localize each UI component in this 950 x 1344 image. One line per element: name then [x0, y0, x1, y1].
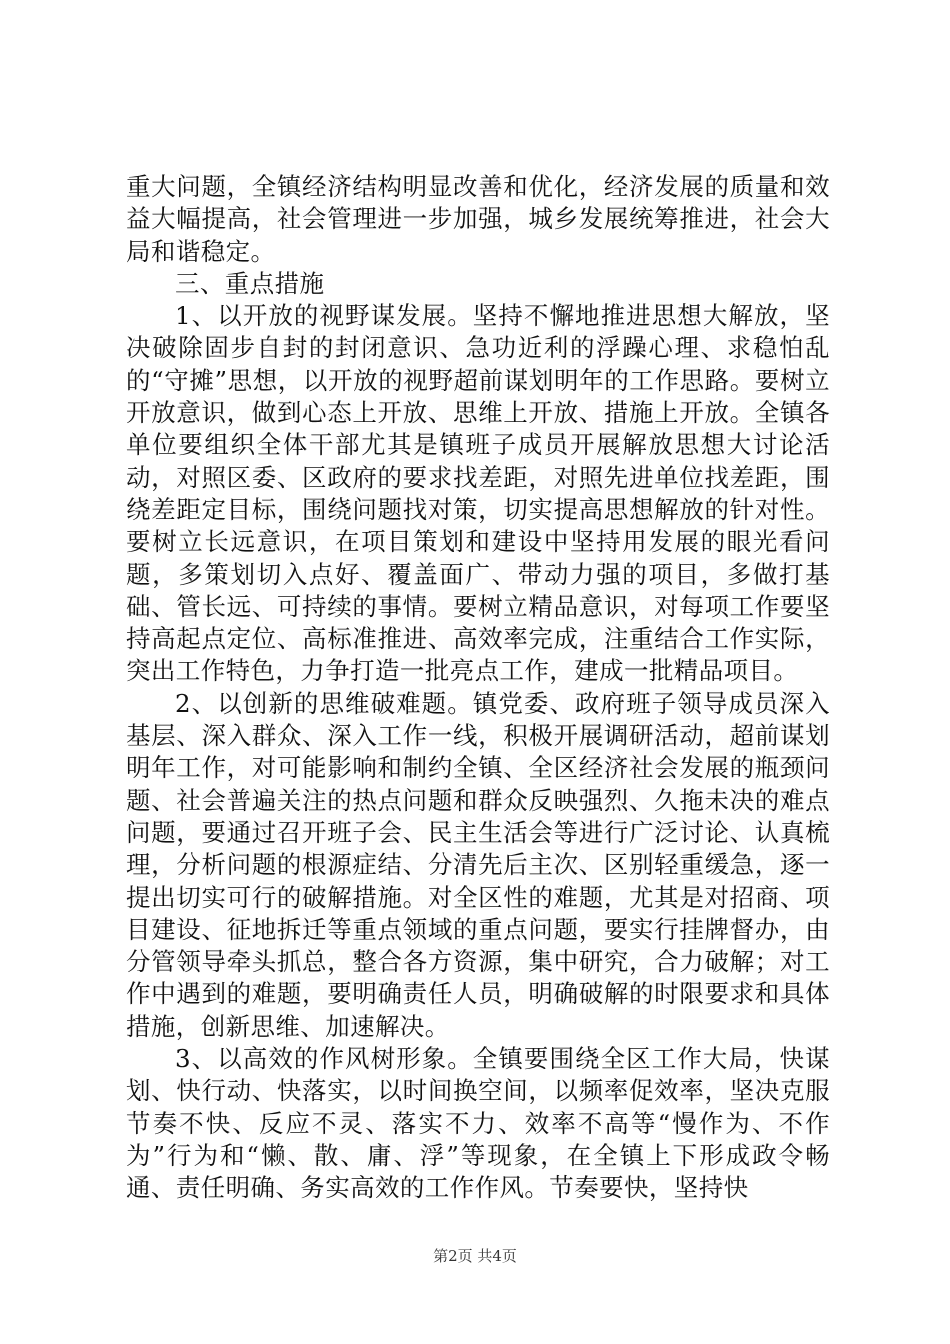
document-body: [126, 171, 830, 1205]
paragraph-continuation: 重大问题，全镇经济结构明显改善和优化，经济发展的质量和效益大幅提高，社会管理进一步加强，城乡发展统筹推进，社会大局和谐稳定。: [126, 172, 830, 266]
paragraph-measure-2: 2、以创新的思维破难题。镇党委、政府班子领导成员深入基层、深入群众、深入工作一线，积极开展调研活动，超前谋划明年工作，对可能影响和制约全镇、全区经济社会发展的瓶颈问题、社会普遍关注的热点问题和群众反映强烈、久拖未决的难点问题，要通过召开班子会、民主生活会等进行广泛讨论、认真梳理，分析问题的根源症结、分清先后主次、区别轻重缓急，逐一提出切实可行的破解措施。对全区性的难题，尤其是对招商、项目建设、征地拆迁等重点领域的重点问题，要实行挂牌督办，由分管领导牵头抓总，整合各方资源，集中研究，合力破解；对工作中遇到的难题，要明确责任人员，明确破解的时限要求和具体措施，创新思维、加速解决。: [126, 688, 830, 1041]
paragraph-measure-1: 1、以开放的视野谋发展。坚持不懈地推进思想大解放，坚决破除固步自封的封闭意识、急功近利的浮躁心理、求稳怕乱的“守摊”思想，以开放的视野超前谋划明年的工作思路。要树立开放意识，做到心态上开放、思维上开放、措施上开放。全镇各单位要组织全体干部尤其是镇班子成员开展解放思想大讨论活动，对照区委、区政府的要求找差距，对照先进单位找差距，围绕差距定目标，围绕问题找对策，切实提高思想解放的针对性。要树立长远意识，在项目策划和建设中坚持用发展的眼光看问题，多策划切入点好、覆盖面广、带动力强的项目，多做打基础、管长远、可持续的事情。要树立精品意识，对每项工作要坚持高起点定位、高标准推进、高效率完成，注重结合工作实际，突出工作特色，力争打造一批亮点工作，建成一批精品项目。: [126, 301, 830, 686]
section-heading: 三、重点措施: [175, 268, 325, 298]
paragraph-measure-3: 3、以高效的作风树形象。全镇要围绕全区工作大局，快谋划、快行动、快落实，以时间换空间，以频率促效率，坚决克服节奏不快、反应不灵、落实不力、效率不高等“慢作为、不作为”行为和“懒、散、庸、浮”等现象，在全镇上下形成政令畅通、责任明确、务实高效的工作作风。节奏要快，坚持快: [126, 1044, 830, 1203]
page-number-footer: 第2页 共4页: [433, 1247, 517, 1265]
